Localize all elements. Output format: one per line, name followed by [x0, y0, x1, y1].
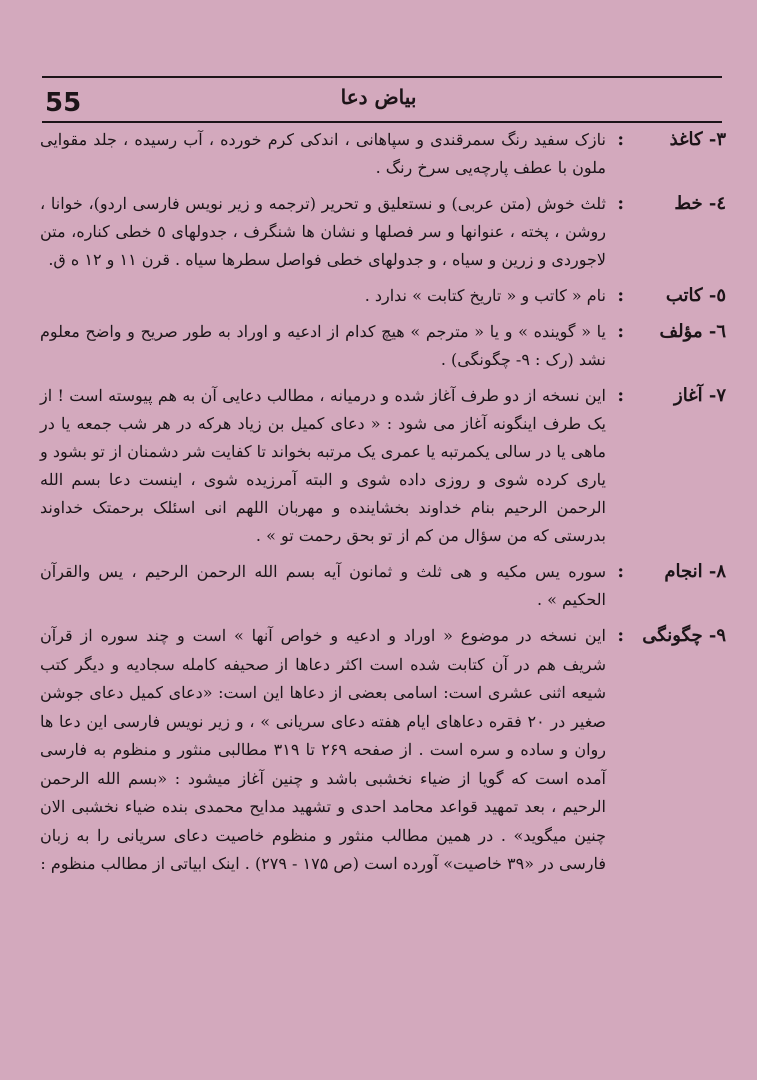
entry-label: ٤- خط	[674, 193, 726, 214]
entry-label: ٥- کاتب	[665, 285, 726, 306]
entry-text: این نسخه از دو طرف آغاز شده و درمیانه ، مطالب دعایی آن به هم پیوسته است ! از یک طرف اینگونه آغاز می شود : « دعای کمیل بن زیاد هرکه در هر شب جمعه یا در ماهی یا در سالی یکمرتبه یا عمری یک مرتبه بخواند تا کفایت شر دشمنان از تو بشود و یاری کرده شوی و روزی داده شوی و البته آمرزیده شوی ، اینست دعا بسم الله الرحمن الرحیم بنام خداوند بخشاینده و مهربان اللهم انی اسئلک برحمتک خداوند بدرستی که من سؤال من کم از تو بحق رحمت تو » .	[40, 386, 606, 545]
entry-script	[40, 190, 726, 274]
entry-beginning	[40, 382, 726, 550]
entry-label: ٦- مؤلف	[659, 321, 726, 342]
label-colon: :	[617, 561, 624, 582]
entry-label: ۸- انجام	[664, 561, 726, 582]
label-colon: :	[617, 321, 624, 342]
label-colon: :	[617, 385, 624, 406]
label-colon: :	[617, 129, 624, 150]
entry-label: ۹- چگونگی	[642, 625, 726, 646]
page-number: 55	[45, 88, 82, 118]
entry-text: نازک سفید رنگ سمرقندی و سپاهانی ، اندکی کرم خورده ، آب رسیده ، جلد مقوایی ملون با عطف پارچه‌یی سرخ رنگ .	[40, 130, 606, 177]
header-bottom-rule	[42, 121, 722, 123]
entry-label: ۳- کاغذ	[669, 129, 726, 150]
header-top-rule	[42, 76, 722, 78]
entry-scribe	[40, 282, 726, 310]
entry-paper	[40, 126, 726, 182]
entry-text: این نسخه در موضوع « اوراد و ادعیه و خواص آنها » است و چند سوره از قرآن شریف هم در آن کتابت شده است اکثر دعاها از صحیفه کامله سجادیه و دیگر کتب شیعه اثنی عشری است: اسامی بعضی از دعاها این است: «دعای کمیل دعای جوشن صغیر در ۲۰ فقره دعاهای ایام هفته دعای سریانی » ، و زیر نویس فارسی این دعا ها روان و ساده و سره است . از صفحه ۲۶۹ تا ۳۱۹ مطالبی منثور و منظوم به فارسی آمده است که گویا از ضیاء نخشبی باشد و چنین آغاز میشود : «بسم الله الرحمن الرحیم ، بعد تمهید قواعد محامد احدی و تشهید مدایح محمدی بنده ضیاء نخشبی الان چنین میگوید» . در همین مطالب منثور و منظوم خاصیت دعای سریانی را به زبان فارسی در «۳۹ خاصیت» آورده است (ص ۱۷۵ - ۲۷۹) . اینک ابیاتی از مطالب منظوم :	[40, 626, 607, 873]
entry-text: یا « گوینده » و یا « مترجم » هیچ کدام از ادعیه و اوراد به طور صریح و واضح معلوم نشد (رک : ۹- چگونگی) .	[40, 322, 606, 369]
entry-text: ثلث خوش (متن عربی) و نستعلیق و تحریر (ترجمه و زیر نویس فارسی اردو)، خوانا ، روشن ، پخته ، عنوانها و سر فصلها و نشان ها شنگرف ، جدولهای ٥ خطی کناره، متن لاجوردی و زرین و سیاه ، و جدولهای خطی فواصل سطرها سیاه . قرن ۱۱ و ۱۲ ه ق.	[40, 194, 607, 269]
entry-author	[40, 318, 726, 374]
entry-ending	[40, 558, 726, 614]
entry-text: سوره یس مکیه و هی ثلث و ثمانون آیه بسم الله الرحمن الرحیم ، یس والقرآن الحکیم » .	[40, 562, 606, 609]
catalog-entries	[40, 126, 726, 887]
label-colon: :	[617, 285, 624, 306]
label-colon: :	[617, 193, 624, 214]
label-colon: :	[617, 625, 624, 646]
entry-description	[40, 622, 726, 879]
entry-text: نام « کاتب و « تاریخ کتابت » ندارد .	[364, 286, 606, 305]
entry-label: ۷- آغاز	[674, 385, 726, 406]
running-header-title: بیاض دعا	[340, 85, 417, 109]
